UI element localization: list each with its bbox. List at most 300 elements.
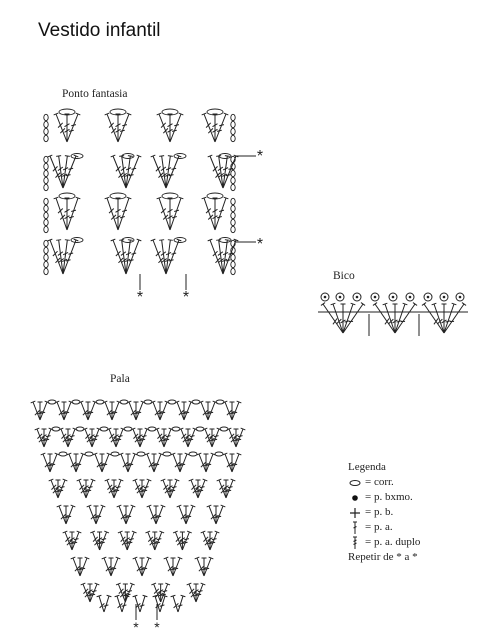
stitch-fan (67, 453, 86, 472)
chain-oval (231, 177, 235, 183)
stitch-symbol (128, 453, 137, 472)
chain-oval (52, 427, 60, 431)
legend-item-double-treble (348, 535, 420, 550)
stitch-symbol (197, 453, 206, 472)
stitch-symbol (118, 197, 131, 230)
chain-oval (216, 400, 224, 404)
stitch-symbol (321, 303, 343, 333)
chain-oval (44, 184, 48, 190)
stitch-symbol (105, 197, 118, 230)
chain-oval (120, 400, 128, 404)
stitch-symbol (64, 401, 73, 420)
stitch-fan (118, 531, 137, 550)
chain-oval (231, 121, 235, 127)
stitch-fan (197, 453, 216, 472)
stitch-fan (93, 453, 112, 472)
picot-center (443, 296, 446, 299)
stitch-fan (151, 583, 170, 602)
stitch-symbol (395, 303, 417, 333)
stitch-fan (103, 401, 122, 420)
stitch-symbol (116, 428, 125, 447)
stitch-fan (157, 113, 184, 142)
stitch-symbol (147, 505, 156, 524)
stitch-fan (207, 505, 226, 524)
stitch-symbol (210, 531, 219, 550)
chain-oval (44, 226, 48, 232)
stitch-fan (119, 453, 138, 472)
stitch-symbol (164, 428, 173, 447)
chain-oval (44, 261, 48, 267)
stitch-symbol (196, 583, 205, 602)
repeat-asterisk: * (182, 289, 190, 306)
stitch-symbol (50, 453, 59, 472)
stitch-symbol (80, 557, 89, 576)
repeat-asterisk: * (256, 236, 264, 253)
stitch-fan (173, 531, 192, 550)
repeat-asterisk: * (133, 619, 139, 635)
stitch-symbol (88, 401, 97, 420)
stitch-symbol (180, 453, 189, 472)
chain-oval (44, 163, 48, 169)
stitch-symbol (170, 197, 183, 230)
stitch-fan (97, 595, 112, 612)
stitch-fan (189, 479, 208, 498)
chain-oval (172, 427, 180, 431)
legend-repeat-note: Repetir de * a * (348, 551, 418, 563)
stitch-symbol (195, 557, 204, 576)
chain-oval (72, 400, 80, 404)
stitch-fan (117, 505, 136, 524)
stitch-symbol (56, 156, 64, 188)
stitch-symbol (44, 428, 53, 447)
stitch-symbol (117, 505, 126, 524)
stitch-fan (133, 479, 152, 498)
stitch-symbol (133, 557, 142, 576)
stitch-fan (177, 505, 196, 524)
stitch-fan (57, 505, 76, 524)
stitch-fan (422, 303, 466, 333)
treble-icon (348, 521, 362, 535)
stitch-symbol (164, 557, 173, 576)
legend-item-text: = p. b. (365, 506, 394, 518)
stitch-symbol (96, 505, 105, 524)
stitch-symbol (127, 531, 136, 550)
chain-oval (44, 128, 48, 134)
stitch-symbol (232, 401, 241, 420)
stitch-symbol (145, 453, 154, 472)
stitch-symbol (62, 156, 70, 188)
stitch-fan (111, 155, 142, 188)
chain-oval (111, 452, 119, 456)
chain-oval (44, 219, 48, 225)
chain-oval (189, 452, 197, 456)
stitch-symbol (186, 505, 195, 524)
chain-oval (231, 261, 235, 267)
chain-oval (124, 427, 132, 431)
stitch-symbol (188, 428, 197, 447)
pala-bottom-row (97, 595, 186, 612)
chain-oval (163, 452, 171, 456)
stitch-symbol (212, 428, 221, 447)
stitch-symbol (178, 595, 186, 612)
stitch-symbol (119, 240, 127, 274)
stitch-symbol (92, 428, 101, 447)
stitch-symbol (198, 479, 207, 498)
stitch-symbol (40, 401, 49, 420)
stitch-fan (133, 595, 148, 612)
stitch-fan (107, 428, 126, 447)
stitch-fan (102, 557, 121, 576)
legend-item-single-crochet (348, 505, 420, 520)
stitch-symbol (58, 479, 67, 498)
stitch-fan (133, 557, 152, 576)
ponto-fantasia-title: Ponto fantasia (62, 88, 128, 100)
stitch-symbol (72, 531, 81, 550)
stitch-symbol (199, 401, 208, 420)
stitch-symbol (343, 303, 365, 333)
stitch-symbol (171, 453, 180, 472)
picot-center (392, 296, 395, 299)
stitch-symbol (204, 557, 213, 576)
stitch-symbol (114, 479, 123, 498)
stitch-fan (131, 428, 150, 447)
stitch-symbol (54, 113, 67, 142)
chain-oval (231, 170, 235, 176)
stitch-symbol (125, 240, 133, 274)
stitch-symbol (119, 453, 128, 472)
stitch-symbol (140, 428, 149, 447)
stitch-fan (105, 113, 132, 142)
stitch-symbol (170, 479, 179, 498)
stitch-symbol (165, 156, 173, 188)
stitch-symbol (54, 197, 67, 230)
stitch-fan (49, 479, 68, 498)
stitch-fan (201, 531, 220, 550)
stitch-symbol (157, 197, 170, 230)
stitch-symbol (159, 156, 167, 188)
stitch-symbol (87, 505, 96, 524)
stitch-symbol (173, 557, 182, 576)
stitch-fan (77, 479, 96, 498)
chain-oval (231, 212, 235, 218)
stitch-fan (54, 197, 81, 230)
chain-oval (168, 400, 176, 404)
stitch-fan (208, 155, 239, 188)
double-treble-icon (348, 536, 362, 550)
chain-oval (231, 226, 235, 232)
chain-oval (231, 254, 235, 260)
stitch-symbol (112, 401, 121, 420)
stitch-symbol (171, 595, 179, 612)
stitch-fan (90, 531, 109, 550)
stitch-fan (171, 595, 186, 612)
chain-oval (231, 114, 235, 120)
stitch-fan (127, 401, 146, 420)
stitch-symbol (236, 428, 245, 447)
stitch-fan (54, 113, 81, 142)
chain-oval (148, 427, 156, 431)
stitch-symbol (68, 428, 77, 447)
stitch-fan (48, 155, 79, 188)
stitch-fan (179, 428, 198, 447)
dot-icon (348, 491, 362, 505)
stitch-symbol (216, 240, 224, 274)
stitch-symbol (207, 505, 216, 524)
stitch-fan (87, 505, 106, 524)
picot-center (409, 296, 412, 299)
chain-oval (44, 135, 48, 141)
stitch-symbol (102, 453, 111, 472)
stitch-symbol (119, 156, 127, 188)
chain-oval (137, 452, 145, 456)
stitch-symbol (56, 240, 64, 274)
stitch-fan (59, 428, 78, 447)
plus-icon (348, 506, 362, 520)
stitch-symbol (215, 113, 228, 142)
picot-center (324, 296, 327, 299)
picot-center (459, 296, 462, 299)
stitch-symbol (67, 113, 80, 142)
stitch-symbol (102, 557, 111, 576)
stitch-fan (155, 428, 174, 447)
chain-oval (231, 135, 235, 141)
chain-oval (144, 400, 152, 404)
stitch-symbol (156, 505, 165, 524)
stitch-fan (202, 197, 229, 230)
stitch-symbol (232, 453, 241, 472)
ponto-fantasia-diagram (44, 109, 256, 290)
stitch-symbol (97, 595, 105, 612)
stitch-fan (373, 303, 417, 333)
stitch-symbol (222, 156, 230, 188)
chain-oval (44, 240, 48, 246)
stitch-fan (199, 401, 218, 420)
stitch-symbol (125, 156, 133, 188)
stitch-symbol (76, 453, 85, 472)
stitch-symbol (71, 557, 80, 576)
stitch-symbol (126, 505, 135, 524)
chain-oval (231, 128, 235, 134)
chain-oval-icon (348, 476, 362, 490)
stitch-symbol (118, 113, 131, 142)
stitch-symbol (105, 113, 118, 142)
legend-item-slip-stitch (348, 490, 420, 505)
stitch-fan (223, 401, 242, 420)
stitch-symbol (140, 595, 148, 612)
stitch-symbol (115, 595, 123, 612)
chain-oval (44, 212, 48, 218)
repeat-asterisk: * (154, 619, 160, 635)
chain-oval (231, 198, 235, 204)
stitch-fan (31, 401, 50, 420)
legend-title: Legenda (348, 461, 386, 473)
chain-oval (196, 427, 204, 431)
stitch-fan (105, 197, 132, 230)
stitch-symbol (154, 453, 163, 472)
stitch-fan (147, 505, 166, 524)
pala-title: Pala (110, 373, 130, 385)
stitch-symbol (66, 505, 75, 524)
chain-oval (44, 268, 48, 274)
chain-oval (44, 247, 48, 253)
stitch-fan (157, 197, 184, 230)
stitch-symbol (202, 113, 215, 142)
stitch-symbol (86, 479, 95, 498)
stitch-fan (187, 583, 206, 602)
stitch-fan (223, 453, 242, 472)
legend-item-text: = corr. (365, 476, 394, 488)
stitch-symbol (67, 197, 80, 230)
stitch-symbol (184, 401, 193, 420)
chain-oval (231, 184, 235, 190)
stitch-symbol (165, 240, 173, 274)
picot-center (339, 296, 342, 299)
chain-oval (44, 205, 48, 211)
stitch-fan (217, 479, 236, 498)
stitch-symbol (41, 453, 50, 472)
chain-oval (44, 254, 48, 260)
stitch-symbol (55, 401, 64, 420)
legend-item-chain (348, 475, 420, 490)
bico-title: Bico (333, 270, 355, 282)
stitch-symbol (182, 531, 191, 550)
stitch-fan (41, 453, 60, 472)
stitch-symbol (111, 557, 120, 576)
stitch-symbol (90, 583, 99, 602)
stitch-symbol (100, 531, 109, 550)
chain-oval (220, 427, 228, 431)
chain-oval (44, 170, 48, 176)
stitch-fan (161, 479, 180, 498)
stitch-fan (71, 557, 90, 576)
stitch-symbol (215, 197, 228, 230)
chain-oval (44, 177, 48, 183)
legend-item-text: = p. a. duplo (365, 536, 421, 548)
stitch-symbol (226, 479, 235, 498)
stitch-fan (151, 155, 182, 188)
chain-oval (44, 198, 48, 204)
stitch-symbol (216, 505, 225, 524)
stitch-symbol (222, 240, 230, 274)
stitch-fan (48, 239, 79, 274)
stitch-fan (195, 557, 214, 576)
stitch-symbol (422, 303, 444, 333)
stitch-symbol (175, 401, 184, 420)
stitch-fan (63, 531, 82, 550)
stitch-symbol (157, 113, 170, 142)
legend-item-text: = p. bxmo. (365, 491, 413, 503)
stitch-symbol (57, 505, 66, 524)
stitch-fan (111, 239, 142, 274)
stitch-symbol (93, 453, 102, 472)
stitch-fan (151, 239, 182, 274)
chain-oval (231, 205, 235, 211)
chain-oval (44, 156, 48, 162)
stitch-fan (321, 303, 365, 333)
stitch-fan (175, 401, 194, 420)
chain-oval (85, 452, 93, 456)
stitch-symbol (202, 197, 215, 230)
chain-oval (44, 114, 48, 120)
repeat-asterisk: * (136, 289, 144, 306)
stitch-symbol (223, 401, 232, 420)
chain-oval (44, 121, 48, 127)
stitch-fan (145, 531, 164, 550)
stitch-symbol (373, 303, 395, 333)
stitch-fan (202, 113, 229, 142)
stitch-fan (153, 595, 168, 612)
chain-oval (76, 427, 84, 431)
chain-oval (231, 219, 235, 225)
stitch-fan (203, 428, 222, 447)
stitch-fan (151, 401, 170, 420)
stitch-fan (145, 453, 164, 472)
legend-item-text: = p. a. (365, 521, 393, 533)
stitch-symbol (127, 401, 136, 420)
stitch-symbol (177, 505, 186, 524)
chain-oval (59, 452, 67, 456)
chain-oval (100, 427, 108, 431)
stitch-symbol (104, 595, 112, 612)
stitch-fan (105, 479, 124, 498)
stitch-symbol (136, 401, 145, 420)
stitch-fan (35, 428, 54, 447)
stitch-fan (79, 401, 98, 420)
stitch-symbol (206, 453, 215, 472)
chain-oval (48, 400, 56, 404)
stitch-symbol (160, 401, 169, 420)
legend-item-treble (348, 520, 420, 535)
page-title: Vestido infantil (38, 20, 161, 41)
stitch-symbol (142, 557, 151, 576)
bico-diagram (318, 293, 468, 336)
stitch-symbol (208, 401, 217, 420)
chain-oval (215, 452, 223, 456)
stitch-symbol (125, 583, 134, 602)
chain-oval (192, 400, 200, 404)
chain-oval (96, 400, 104, 404)
picot-center (374, 296, 377, 299)
repeat-asterisk: * (256, 148, 264, 165)
stitch-symbol (67, 453, 76, 472)
stitch-symbol (151, 401, 160, 420)
stitch-fan (81, 583, 100, 602)
picot-center (427, 296, 430, 299)
picot-center (356, 296, 359, 299)
stitch-symbol (216, 156, 224, 188)
stitch-symbol (31, 401, 40, 420)
stitch-fan (227, 428, 246, 447)
stitch-symbol (223, 453, 232, 472)
stitch-fan (164, 557, 183, 576)
stitch-symbol (159, 240, 167, 274)
stitch-symbol (142, 479, 151, 498)
stitch-symbol (170, 113, 183, 142)
stitch-symbol (62, 240, 70, 274)
stitch-symbol (161, 583, 170, 602)
pala-diagram (31, 400, 246, 620)
stitch-fan (116, 583, 135, 602)
stitch-fan (83, 428, 102, 447)
stitch-fan (55, 401, 74, 420)
stitch-symbol (79, 401, 88, 420)
stitch-fan (171, 453, 190, 472)
stitch-symbol (155, 531, 164, 550)
legend (348, 460, 420, 565)
chain-oval (231, 268, 235, 274)
stitch-symbol (444, 303, 466, 333)
stitch-symbol (103, 401, 112, 420)
